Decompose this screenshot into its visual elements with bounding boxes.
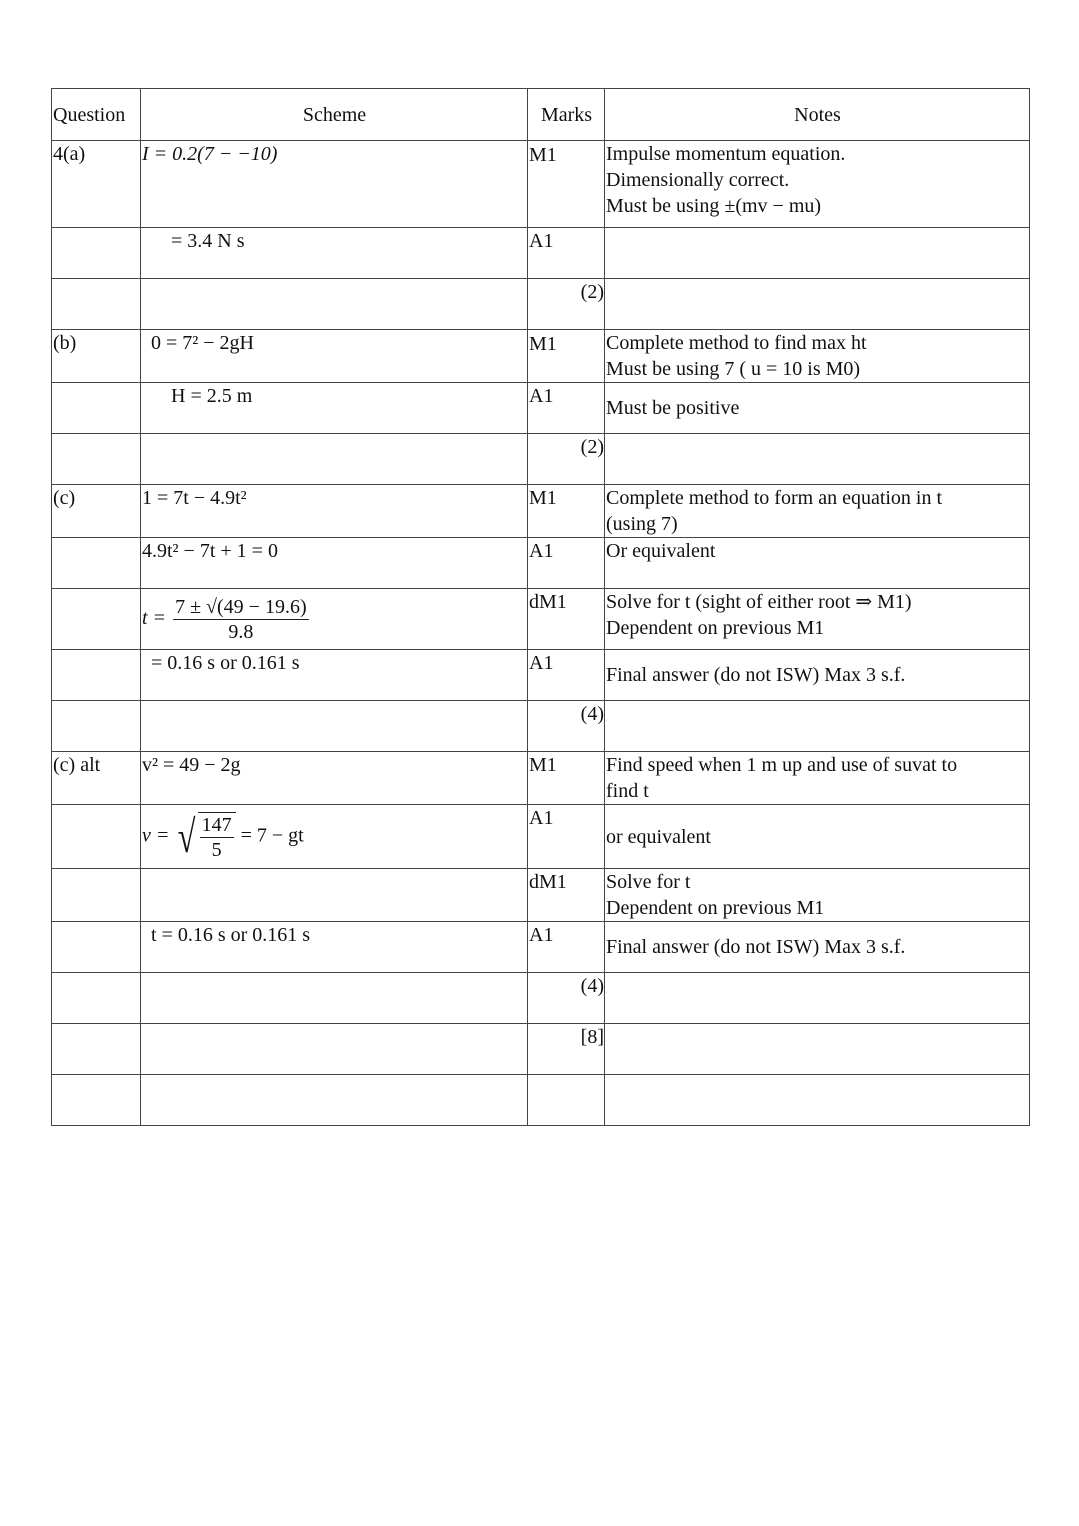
scheme-cell bbox=[141, 973, 528, 1024]
marks-cell: A1 bbox=[528, 650, 605, 701]
marks-cell: M1 bbox=[528, 485, 605, 538]
scheme-lhs: t = bbox=[142, 606, 167, 629]
scheme-cell bbox=[141, 805, 528, 869]
table-row bbox=[52, 330, 1030, 383]
scheme-cell bbox=[141, 383, 528, 434]
table-row bbox=[52, 383, 1030, 434]
table-row bbox=[52, 922, 1030, 973]
marks-cell bbox=[528, 1075, 605, 1126]
question-label bbox=[52, 805, 141, 869]
scheme-cell bbox=[141, 869, 528, 922]
question-label bbox=[52, 922, 141, 973]
header-marks: Marks bbox=[528, 89, 605, 141]
notes-cell bbox=[605, 589, 1030, 650]
subtotal-marks: (2) bbox=[528, 279, 605, 330]
note-line: Complete method to find max ht bbox=[606, 332, 867, 354]
table-row bbox=[52, 538, 1030, 589]
notes-cell bbox=[605, 279, 1030, 330]
scheme-text: 1 = 7t − 4.9t² bbox=[142, 487, 247, 509]
header-scheme: Scheme bbox=[141, 89, 528, 141]
table-row bbox=[52, 752, 1030, 805]
notes-cell bbox=[605, 228, 1030, 279]
question-label: 4(a) bbox=[52, 141, 141, 228]
notes-cell: Must be positive bbox=[605, 383, 1030, 434]
radical-sign: √ bbox=[178, 810, 196, 862]
fraction-denominator: 5 bbox=[211, 838, 222, 861]
notes-cell bbox=[605, 973, 1030, 1024]
table-row bbox=[52, 973, 1030, 1024]
note-line: Must be using 7 ( u = 10 is M0) bbox=[606, 358, 861, 380]
table-row bbox=[52, 485, 1030, 538]
question-label bbox=[52, 1024, 141, 1075]
subtotal-marks: (2) bbox=[528, 434, 605, 485]
marks-cell: dM1 bbox=[528, 589, 605, 650]
scheme-rhs: = 7 − gt bbox=[240, 824, 304, 847]
question-label bbox=[52, 1075, 141, 1126]
scheme-lhs: v = bbox=[142, 824, 170, 847]
scheme-cell bbox=[141, 701, 528, 752]
scheme-text: H = 2.5 m bbox=[171, 385, 253, 407]
table-row bbox=[52, 434, 1030, 485]
marks-cell: A1 bbox=[528, 922, 605, 973]
note-line: Dependent on previous M1 bbox=[606, 897, 825, 919]
notes-cell bbox=[605, 485, 1030, 538]
note-line: Solve for t bbox=[606, 871, 691, 893]
fraction-numerator: 7 ± √(49 − 19.6) bbox=[175, 595, 307, 618]
question-label bbox=[52, 434, 141, 485]
subtotal-marks: (4) bbox=[528, 701, 605, 752]
header-row bbox=[52, 89, 1030, 141]
question-label bbox=[52, 383, 141, 434]
scheme-cell bbox=[141, 752, 528, 805]
scheme-text: 4.9t² − 7t + 1 = 0 bbox=[142, 540, 278, 562]
table-row bbox=[52, 701, 1030, 752]
note-line: Complete method to form an equation in t bbox=[606, 487, 943, 509]
question-label bbox=[52, 701, 141, 752]
scheme-cell bbox=[141, 330, 528, 383]
scheme-cell bbox=[141, 589, 528, 650]
question-label bbox=[52, 279, 141, 330]
table-row bbox=[52, 805, 1030, 869]
scheme-text: = 3.4 N s bbox=[171, 230, 245, 252]
fraction-denominator: 9.8 bbox=[228, 620, 254, 643]
scheme-cell bbox=[141, 1075, 528, 1126]
marks-cell: A1 bbox=[528, 538, 605, 589]
notes-cell: or equivalent bbox=[605, 805, 1030, 869]
question-label bbox=[52, 973, 141, 1024]
notes-cell: Final answer (do not ISW) Max 3 s.f. bbox=[605, 922, 1030, 973]
scheme-text: I = 0.2(7 − −10) bbox=[142, 143, 278, 165]
table-row bbox=[52, 1075, 1030, 1126]
scheme-cell bbox=[141, 538, 528, 589]
question-label bbox=[52, 538, 141, 589]
scheme-cell bbox=[141, 141, 528, 228]
notes-cell bbox=[605, 434, 1030, 485]
table-row bbox=[52, 228, 1030, 279]
scheme-text: v² = 49 − 2g bbox=[142, 754, 241, 776]
note-line: Solve for t (sight of either root ⇒ M1) bbox=[606, 591, 912, 613]
scheme-cell bbox=[141, 922, 528, 973]
total-marks: [8] bbox=[528, 1024, 605, 1075]
header-notes: Notes bbox=[605, 89, 1030, 141]
scheme-cell bbox=[141, 228, 528, 279]
notes-cell: Or equivalent bbox=[605, 538, 1030, 589]
radicand bbox=[198, 812, 236, 862]
notes-cell bbox=[605, 141, 1030, 228]
scheme-cell bbox=[141, 650, 528, 701]
note-line: Impulse momentum equation. bbox=[606, 143, 846, 165]
question-label bbox=[52, 228, 141, 279]
table-row bbox=[52, 141, 1030, 228]
square-root bbox=[174, 812, 235, 862]
note-line: Find speed when 1 m up and use of suvat to bbox=[606, 754, 958, 776]
scheme-cell bbox=[141, 485, 528, 538]
table-row bbox=[52, 650, 1030, 701]
note-line: find t bbox=[606, 780, 649, 802]
note-line: Dependent on previous M1 bbox=[606, 617, 825, 639]
scheme-cell bbox=[141, 1024, 528, 1075]
table-row bbox=[52, 589, 1030, 650]
mark-scheme-table bbox=[51, 88, 1030, 1126]
notes-cell bbox=[605, 869, 1030, 922]
marks-cell: A1 bbox=[528, 805, 605, 869]
table-row bbox=[52, 1024, 1030, 1075]
notes-cell bbox=[605, 330, 1030, 383]
notes-cell: Final answer (do not ISW) Max 3 s.f. bbox=[605, 650, 1030, 701]
notes-cell bbox=[605, 752, 1030, 805]
note-line: (using 7) bbox=[606, 513, 678, 535]
header-question: Question bbox=[52, 89, 141, 141]
scheme-cell bbox=[141, 279, 528, 330]
marks-cell: M1 bbox=[528, 141, 605, 228]
question-label bbox=[52, 650, 141, 701]
scheme-text: = 0.16 s or 0.161 s bbox=[151, 652, 300, 674]
scheme-text: 0 = 7² − 2gH bbox=[151, 332, 254, 354]
subtotal-marks: (4) bbox=[528, 973, 605, 1024]
fraction bbox=[173, 595, 309, 644]
marks-cell: M1 bbox=[528, 330, 605, 383]
marks-cell: A1 bbox=[528, 228, 605, 279]
table-row bbox=[52, 869, 1030, 922]
question-label: (b) bbox=[52, 330, 141, 383]
note-line: Must be using ±(mv − mu) bbox=[606, 195, 822, 217]
question-label bbox=[52, 869, 141, 922]
fraction bbox=[200, 813, 234, 862]
notes-cell bbox=[605, 1075, 1030, 1126]
question-label bbox=[52, 589, 141, 650]
question-label: (c) alt bbox=[52, 752, 141, 805]
fraction-numerator: 147 bbox=[201, 813, 232, 836]
marks-cell: A1 bbox=[528, 383, 605, 434]
notes-cell bbox=[605, 701, 1030, 752]
scheme-text: t = 0.16 s or 0.161 s bbox=[151, 924, 311, 946]
marks-cell: M1 bbox=[528, 752, 605, 805]
table-row bbox=[52, 279, 1030, 330]
question-label: (c) bbox=[52, 485, 141, 538]
marks-cell: dM1 bbox=[528, 869, 605, 922]
notes-cell bbox=[605, 1024, 1030, 1075]
note-line: Dimensionally correct. bbox=[606, 169, 790, 191]
scheme-cell bbox=[141, 434, 528, 485]
